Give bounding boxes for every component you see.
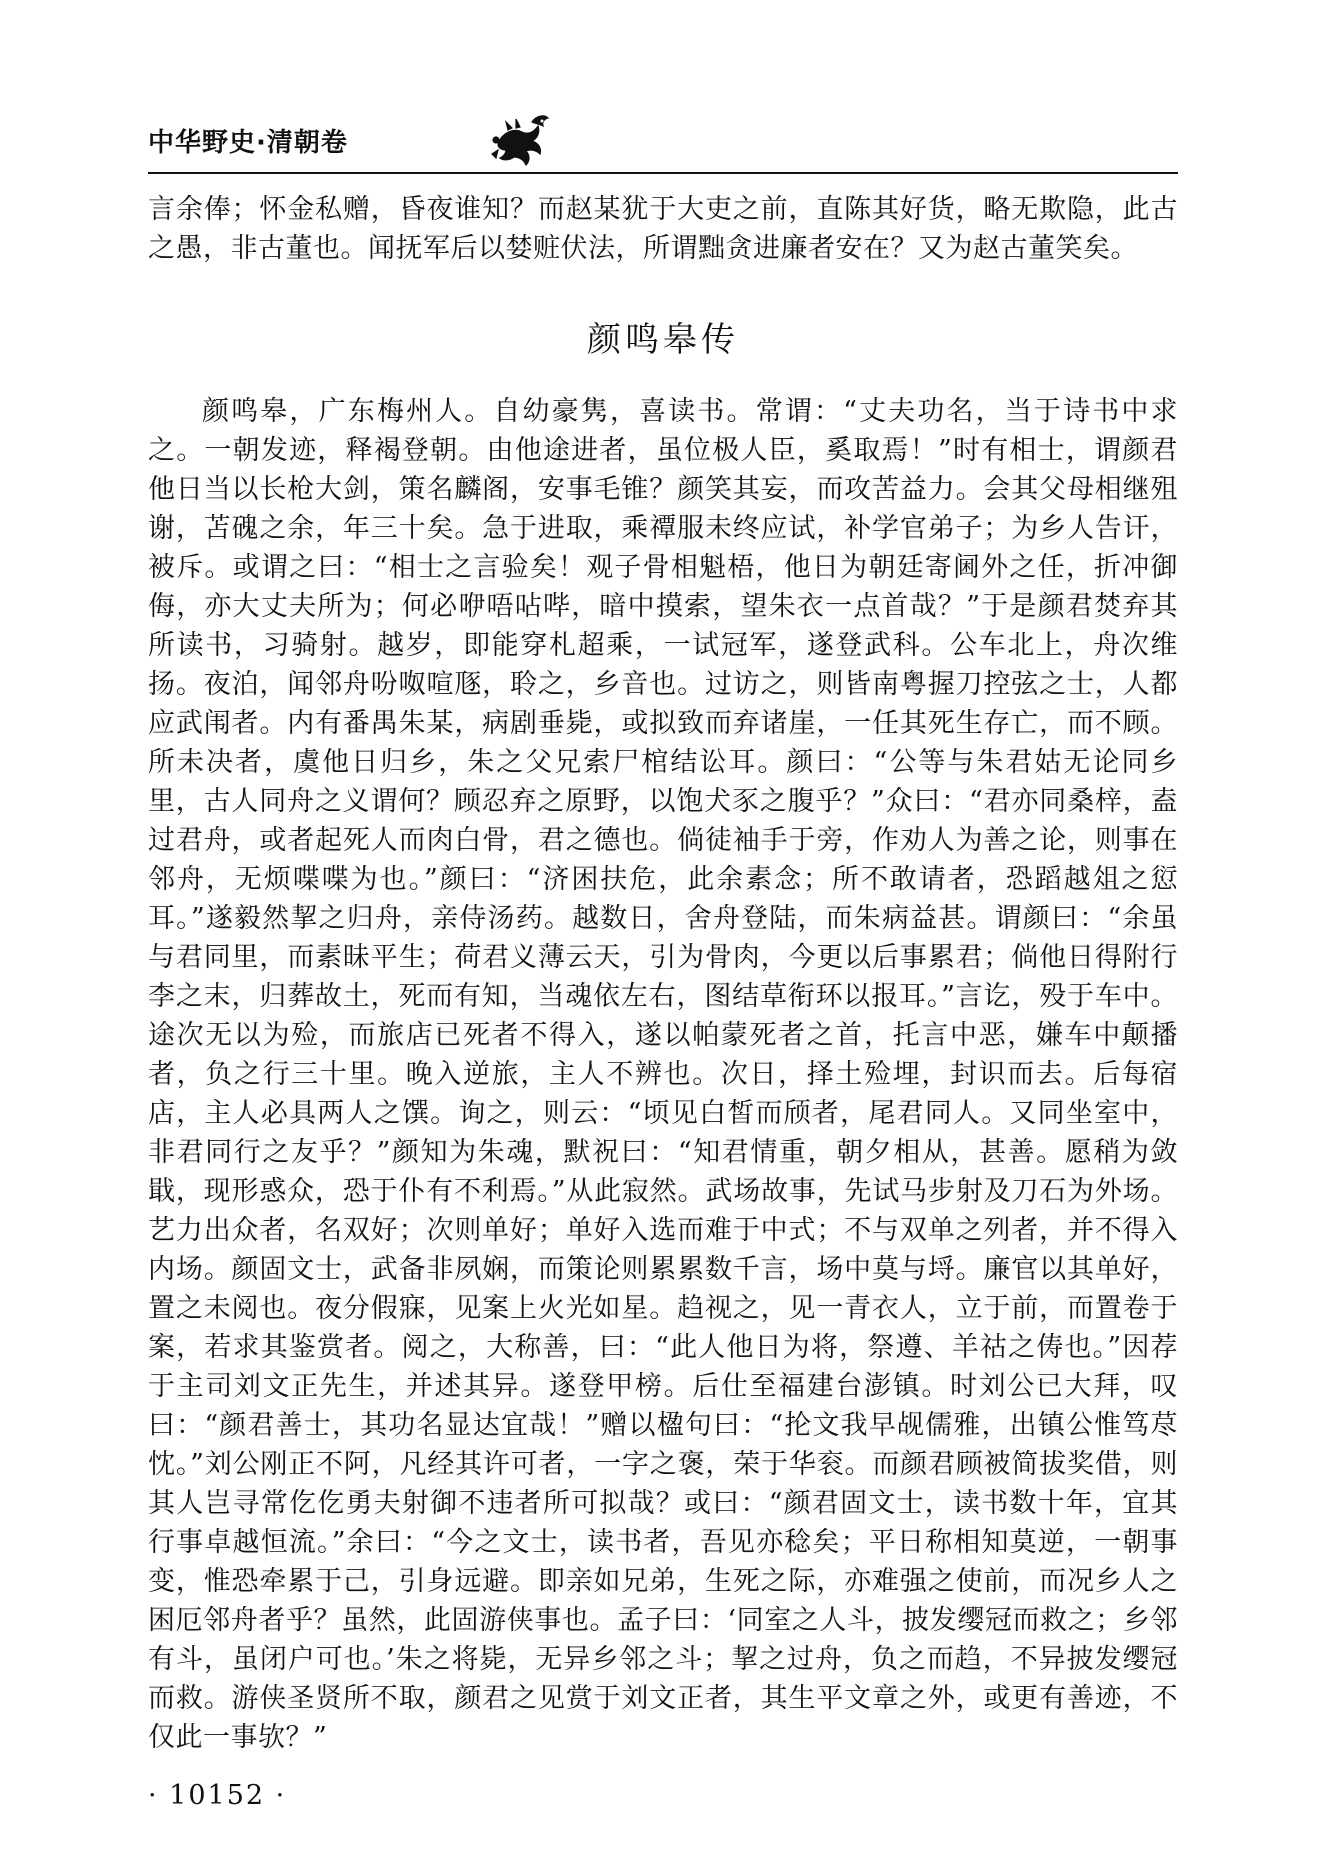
section-title: 颜鸣皋传 <box>587 320 739 360</box>
dragon-icon <box>488 110 552 168</box>
carryover-paragraph: 言余俸；怀金私赠，昏夜谁知？而赵某犹于大吏之前，直陈其好货，略无欺隐，此古之愚，非古董也。闻抚军后以婪赃伏法，所谓黜贪进廉者安在？又为赵古董笑矣。 <box>148 194 1178 264</box>
series-title: 中华野史·清朝卷 <box>148 128 348 158</box>
header-rule <box>148 172 1178 174</box>
section-body: 颜鸣皋，广东梅州人。自幼豪隽，喜读书。常谓：“丈夫功名，当于诗书中求之。一朝发迹，释褐登朝。由他途进者，虽位极人臣，奚取焉！”时有相士，谓颜君他日当以长枪大剑，策名麟阁，安事毛锥？颜笑其妄，而攻苦益力。会其父母相继殂谢，苫磈之余，年三十矣。急于进取，乘禫服未终应试，补学官弟子；为乡人告讦，被斥。或谓之曰：“相士之言验矣！观子骨相魁梧，他日为朝廷寄阃外之任，折冲御侮，亦大丈夫所为；何必咿唔呫哔，暗中摸索，望朱衣一点首哉？”于是颜君焚弃其所读书，习骑射。越岁，即能穿札超乘，一试冠军，遂登武科。公车北上，舟次维扬。夜泊，闻邻舟吩呶喧豗，聆之，乡音也。过访之，则皆南粤握刀控弦之士，人都应武闱者。内有番禺朱某，病剧垂毙，或拟致而弃诸崖，一任其死生存亡，而不顾。所未决者，虞他日归乡，朱之父兄索尸棺结讼耳。颜曰：“公等与朱君姑无论同乡里，古人同舟之义谓何？顾忍弃之原野，以饱犬豕之腹乎？”众曰：“君亦同桑梓，盍过君舟，或者起死人而肉白骨，君之德也。倘徒袖手于旁，作劝人为善之论，则事在邻舟，无烦喋喋为也。”颜曰：“济困扶危，此余素念；所不敢请者，恐蹈越俎之愆耳。”遂毅然挈之归舟，亲侍汤药。越数日，舍舟登陆，而朱病益甚。谓颜曰：“余虽与君同里，而素昧平生；荷君义薄云天，引为骨肉，今更以后事累君；倘他日得附行李之末，归葬故土，死而有知，当魂依左右，图结草衔环以报耳。”言讫，殁于车中。途次无以为殓，而旅店已死者不得入，遂以帕蒙死者之首，托言中恶，嫌车中颠播者，负之行三十里。晚入逆旅，主人不辨也。次日，择土殓埋，封识而去。后每宿店，主人必具两人之馔。询之，则云：“顷见白皙而颀者，尾君同人。又同坐室中，非君同行之友乎？”颜知为朱魂，默祝曰：“知君情重，朝夕相从，甚善。愿稍为敛戢，现形惑众，恐于仆有不利焉。”从此寂然。武场故事，先试马步射及刀石为外场。艺力出众者，名双好；次则单好；单好入选而难于中式；不与双单之列者，并不得入内场。颜固文士，武备非夙娴，而策论则累累数千言，场中莫与埒。廉官以其单好，置之未阅也。夜分假寐，见案上火光如星。趋视之，见一青衣人，立于前，而置卷于案，若求其鉴赏者。阅之，大称善，曰：“此人他日为将，祭遵、羊祜之俦也。”因荐于主司刘文正先生，并述其异。遂登甲榜。后仕至福建台澎镇。时刘公已大拜，叹曰：“颜君善士，其功名显达宜哉！”赠以楹句曰：“抡文我早觇儒雅，出镇公惟笃荩忱。”刘公刚正不阿，凡经其许可者，一字之褒，荣于华衮。而颜君顾被简拔奖借，则其人岂寻常仡仡勇夫射御不违者所可拟哉？或曰：“颜君固文士，读书数十年，宜其行事卓越恒流。”余曰：“今之文士，读书者，吾见亦稔矣；平日称相知莫逆，一朝事变，惟恐牵累于己，引身远避。即亲如兄弟，生死之际，亦难强之使前，而况乡人之困厄邻舟者乎？虽然，此固游侠事也。孟子曰：‘同室之人斗，披发缨冠而救之；乡邻有斗，虽闭户可也。’朱之将毙，无异乡邻之斗；挈之过舟，负之而趋，不异披发缨冠而救。游侠圣贤所不取，颜君之见赏于刘文正者，其生平文章之外，或更有善迹，不仅此一事欤？” <box>148 396 1178 1753</box>
running-head <box>148 110 1168 170</box>
page-number: · 10152 · <box>148 1780 287 1811</box>
